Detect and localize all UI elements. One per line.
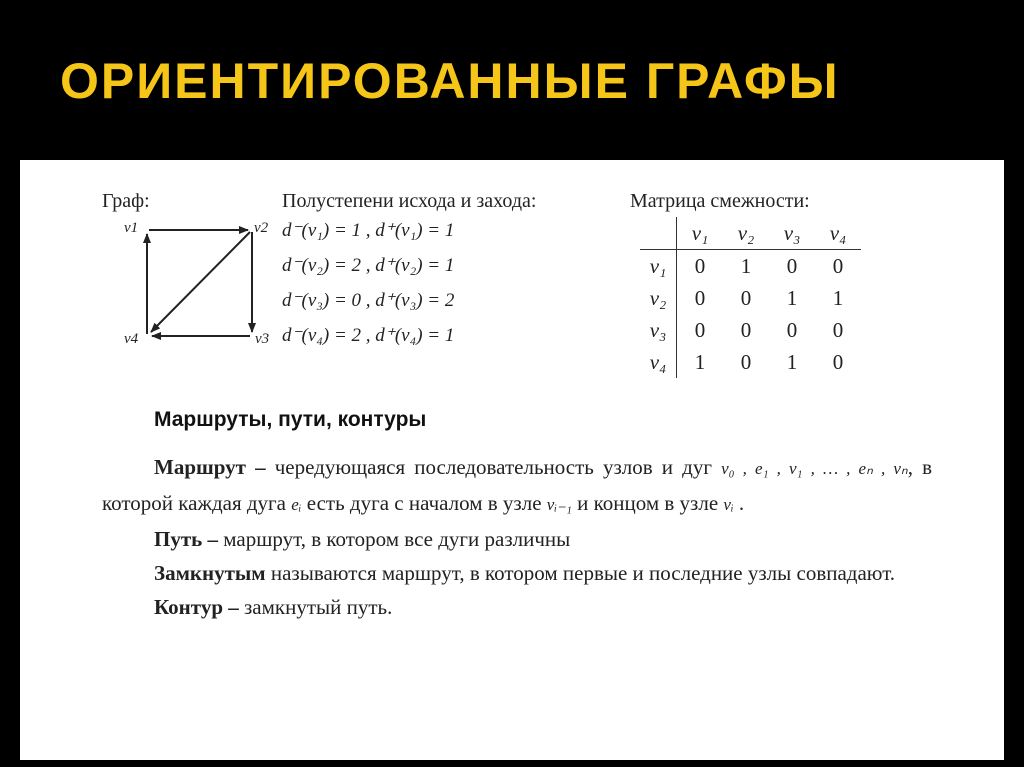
route-definition (102, 450, 932, 522)
matrix-cell: 1 (677, 346, 724, 378)
matrix-corner (640, 217, 677, 250)
matrix-row-header: v₃ (649, 317, 667, 342)
matrix-cell: 1 (832, 285, 844, 310)
route-term: Маршрут – (154, 455, 266, 479)
matrix-col-header: v₃ (769, 217, 815, 250)
matrix-cell: 1 (786, 285, 798, 310)
matrix-col-header: v₂ (723, 217, 769, 250)
node-label-v2: v2 (254, 220, 269, 236)
graph-figure (102, 190, 272, 385)
definitions-text (102, 450, 932, 624)
node-symbol: vᵢ₋₁ (546, 495, 572, 514)
content-panel (20, 160, 1004, 760)
adjacency-matrix (640, 217, 861, 378)
matrix-row-header: v₁ (649, 253, 667, 278)
matrix-row-header: v₂ (649, 285, 667, 310)
route-text: есть дуга с началом в узле (301, 491, 547, 515)
path-definition (102, 522, 932, 556)
node-label-v4: v4 (124, 331, 139, 347)
adjacency-matrix-block (630, 190, 890, 378)
arc-symbol: eᵢ (291, 495, 302, 514)
matrix-cell: 0 (786, 317, 798, 342)
route-text: и концом в узле (571, 491, 724, 515)
matrix-row (640, 250, 861, 283)
matrix-col-header: v₁ (677, 217, 724, 250)
matrix-row (640, 346, 861, 378)
matrix-cell: 0 (832, 317, 844, 342)
matrix-cell: 0 (677, 250, 724, 283)
route-text: чередующаяся последовательность узлов и дуг (265, 455, 722, 479)
matrix-cell: 0 (740, 285, 752, 310)
closed-term: Замкнутым (154, 561, 266, 585)
route-sequence: v₀ , e₁ , v₁ , … , eₙ , vₙ (721, 459, 908, 478)
degree-row: d⁻(v₃) = 0 , d⁺(v₃) = 2 (282, 290, 455, 311)
matrix-cell: 0 (786, 253, 798, 278)
contour-term: Контур – (154, 595, 239, 619)
matrix-cell: 0 (832, 253, 844, 278)
route-text: . (733, 491, 745, 515)
matrix-cell: 1 (786, 349, 798, 374)
matrix-cell: 0 (740, 317, 752, 342)
node-label-v1: v1 (124, 220, 139, 236)
contour-text: замкнутый путь. (238, 595, 393, 619)
edge-v2-v4 (151, 232, 250, 332)
slide-title: ОРИЕНТИРОВАННЫЕ ГРАФЫ (60, 53, 840, 109)
degree-list (282, 190, 622, 353)
closed-definition (102, 556, 932, 590)
matrix-cell: 0 (677, 282, 724, 314)
matrix-cell: 0 (832, 349, 844, 374)
graph-caption: Граф: (102, 190, 150, 212)
route-text: , в которой каждая дуга (102, 455, 932, 515)
matrix-cell: 0 (677, 314, 724, 346)
matrix-header-row (640, 217, 861, 250)
degree-row: d⁻(v₂) = 2 , d⁺(v₂) = 1 (282, 255, 455, 276)
matrix-row-header: v₄ (649, 349, 667, 374)
matrix-row (640, 314, 861, 346)
closed-text: называются маршрут, в котором первые и последние узлы совпадают. (265, 561, 896, 585)
degree-row: d⁻(v₄) = 2 , d⁺(v₄) = 1 (282, 325, 455, 346)
node-label-v3: v3 (255, 331, 270, 347)
matrix-caption: Матрица смежности: (630, 190, 810, 212)
matrix-col-header: v₄ (815, 217, 861, 250)
matrix-row (640, 282, 861, 314)
path-term: Путь – (154, 527, 219, 551)
graph-diagram (102, 218, 272, 348)
degree-row: d⁻(v₁) = 1 , d⁺(v₁) = 1 (282, 220, 455, 241)
matrix-cell: 0 (740, 349, 752, 374)
node-symbol: vᵢ (723, 495, 734, 514)
section-heading: Маршруты, пути, контуры (154, 408, 427, 431)
path-text: маршрут, в котором все дуги различны (218, 527, 571, 551)
contour-definition (102, 590, 932, 624)
degree-caption: Полустепени исхода и захода: (282, 190, 537, 212)
matrix-cell: 1 (740, 253, 752, 278)
